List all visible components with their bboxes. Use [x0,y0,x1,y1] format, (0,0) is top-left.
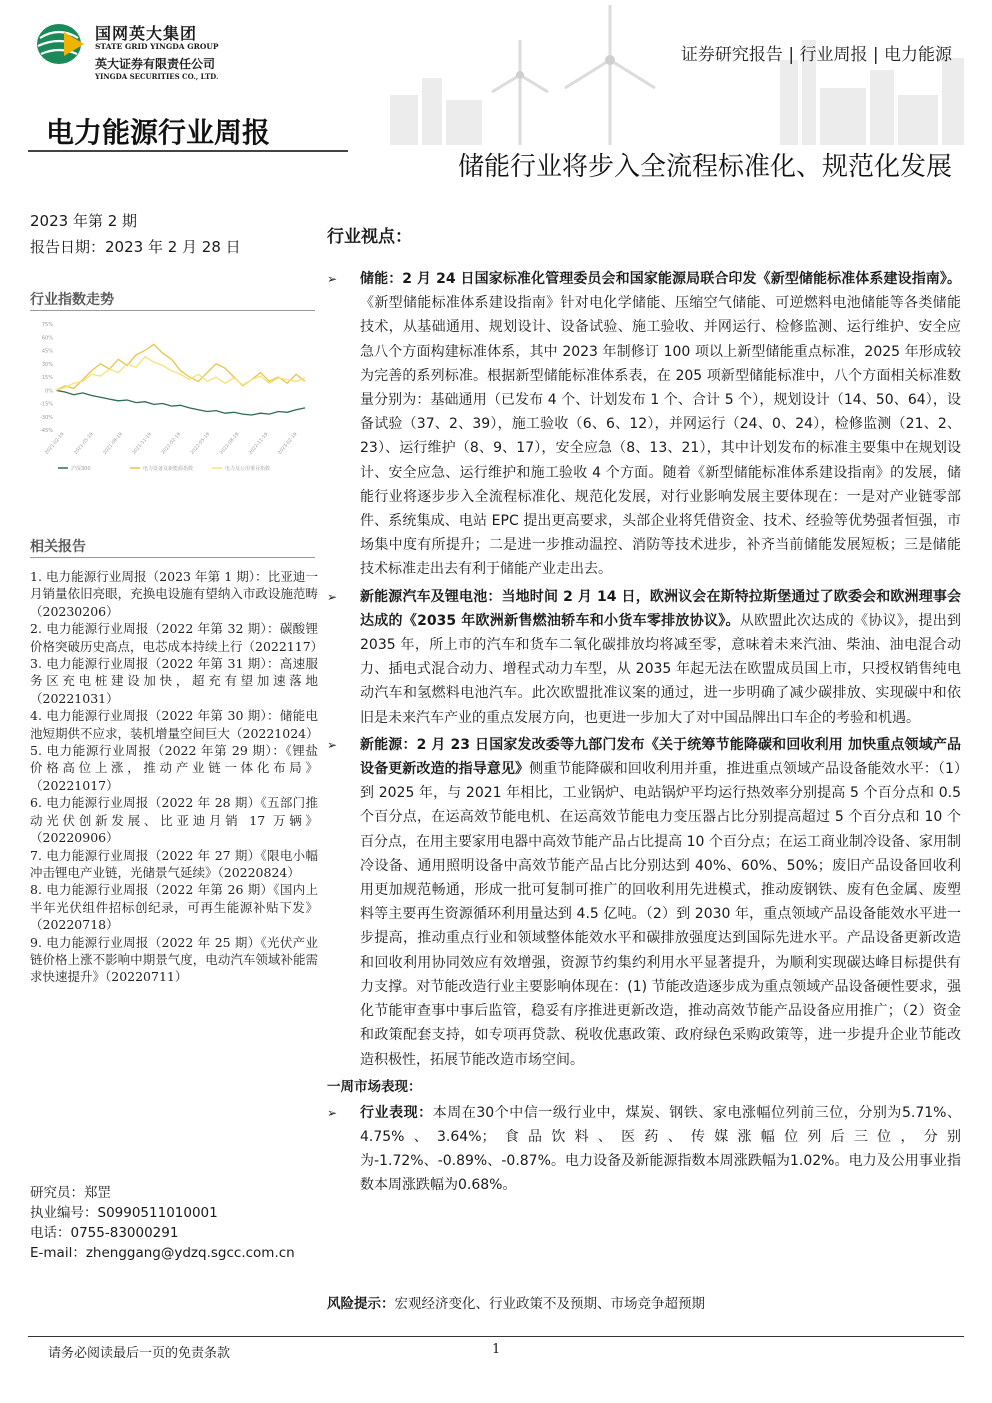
legend-label: 电力及公用事业指数 [225,466,271,472]
report-category: 证券研究报告 | 行业周报 | 电力能源 [680,45,952,65]
storage-headline: 储能：2 月 24 日国家标准化管理委员会和国家能源局联合印发《新型储能标准体系建设指南》。 [360,271,961,287]
legend-label: 电力设备及新能源指数 [143,466,194,472]
logo-company-name-en: YINGDA SECURITIES CO., LTD. [95,72,219,81]
y-tick-label: 0% [45,388,53,395]
analyst-phone: 电话：0755-83000291 [30,1225,179,1241]
industry-index-chart [30,318,315,478]
series-line [56,344,305,390]
bullet-arrow-icon: ➢ [327,272,338,286]
y-tick-label: -15% [40,401,53,408]
issue-number: 2023 年第 2 期 [30,212,138,230]
ev-headline: 新能源汽车及锂电池：当地时间 2 月 14 日，欧洲议会在斯特拉斯堡通过了欧委会和欧洲理事会达成的《2035 年欧洲新售燃油轿车和小货车零排放协议》。 [360,588,961,629]
report-subtitle: 储能行业将步入全流程标准化、规范化发展 [457,152,952,182]
page-number: 1 [492,1342,501,1357]
industry-view-title: 行业视点： [327,227,412,247]
bullet-arrow-icon: ➢ [327,589,338,604]
weekly-market-title: 一周市场表现： [327,1078,422,1095]
index-section-title: 行业指数走势 [30,292,114,308]
report-body [327,267,961,1201]
storage-paragraph [327,267,961,582]
new-energy-headline: 新能源：2 月 23 日国家发改委等九部门发布《关于统筹节能降碳和回收利用 加快重点领域产品设备更新改造的指导意见》 [360,736,961,778]
related-report-item[interactable]: 9. 电力能源行业周报（2022 年 25 期）《光伏产业链价格上涨不影响中期景气度，电动汽车领域补能需求快速提升》（20220711） [30,934,318,985]
footer-rule [28,1336,964,1337]
related-report-item[interactable]: 3. 电力能源行业周报（2022 年第 31 期）：高速服务区充电桩建设加快，超充有望加速落地（20221031） [30,656,318,706]
series-line [56,357,305,391]
state-grid-logo-icon [34,22,88,66]
x-tick-label: 2022-08-19 [219,432,241,456]
analyst-email[interactable]: E-mail：zhenggang@ydzq.sgcc.com.cn [30,1245,295,1261]
y-tick-label: 60% [41,335,53,342]
related-section-title: 相关报告 [30,539,86,555]
related-report-item[interactable]: 5. 电力能源行业周报（2022 年第 29 期）：《锂盐价格高位上涨，推动产业链一体化布局》（20221017） [30,743,318,793]
bullet-arrow-icon: ➢ [327,737,338,752]
report-date: 报告日期：2023 年 2 月 28 日 [30,238,241,256]
risk-warning [327,1292,705,1312]
logo-group-name-en: STATE GRID YINGDA GROUP [95,42,219,51]
related-report-item[interactable]: 8. 电力能源行业周报（2022 年第 26 期）《国内上半年光伏组件招标创纪录，可再生能源补贴下发》（20220718） [30,882,318,933]
related-report-item[interactable]: 4. 电力能源行业周报（2022 年第 30 期）：储能电池短期供不应求，装机增量空间巨大（20221024） [30,708,319,741]
analyst-license: 执业编号：S0990511010001 [30,1205,218,1221]
new-energy-paragraph [327,733,961,1072]
disclaimer-note[interactable]: 请务必阅读最后一页的免责条款 [48,1346,231,1361]
logo-company-name: 英大证券有限责任公司 [95,57,216,71]
analyst-name: 研究员：郑罡 [30,1185,111,1201]
related-report-item[interactable]: 1. 电力能源行业周报（2023 年第 1 期）：比亚迪一月销量依旧亮眼，充换电设施有望纳入市政设施范畴（20230206） [30,569,318,619]
y-tick-label: -30% [40,414,53,421]
x-tick-label: 2022-11-19 [248,432,270,456]
y-tick-label: 75% [41,322,53,328]
ev-paragraph [327,585,961,730]
series-line [56,390,305,415]
index-section-rule [30,310,315,311]
related-section-rule [30,557,315,558]
x-tick-label: 2023-02-19 [277,432,299,456]
legend-label: 沪深300 [71,466,91,472]
y-tick-label: -45% [40,428,53,434]
report-header [0,0,992,200]
bullet-arrow-icon: ➢ [327,1105,338,1120]
storage-text: 《新型储能标准体系建设指南》针对电化学储能、压缩空气储能、可逆燃料电池储能等各类储能技术，从基础通用、规划设计、设备试验、施工验收、并网运行、检修监测、运行维护、安全应急八个方面构建标准体系，其中 2023 年制修订 100 项以上新型储能重点标准，2025 年形成较为完善的系列标准。根据新型储能标准体系表，在 205 项新型储能标准中，八个方面相关标准数量分别为：基础通用（已发布 4 个、计划发布 1 个、合计 5 个），规划设计（14、50、64），设备试验（37、2、39），施工验收（6、6、12），并网运行（24、0、24），检修监测（21、2、23）、运行维护（8、9、17），安全应急（8、13、21），其中计划发布的标准主要集中在规划设计、安全应急、运行维护和施工验收 4 个方面。随着《新型储能标准体系建设指南》的发展，储能行业将逐步步入全流程标准化、规范化发展，对行业影响发展主要体现在：一是对产业链零部件、系统集成、电站 EPC 提出更高要求，头部企业将凭借资金、技术、经验等优势强者恒强，市场集中度有所提升；二是进一步推动温控、消防等技术进步，补齐当前储能发展短板；三是储能技术标准走出去有利于储能产业走出去。 [360,295,961,578]
report-title: 电力能源行业周报 [46,116,271,149]
y-tick-label: 45% [41,348,53,355]
risk-text: 宏观经济变化、行业政策不及预期、市场竞争超预期 [394,1296,705,1312]
related-report-item[interactable]: 6. 电力能源行业周报（2022 年 28 期）《五部门推动光伏创新发展、比亚迪月销 17 万辆》（20220906） [30,795,318,846]
logo-group-name: 国网英大集团 [95,24,198,43]
energy-background-illustration [360,0,992,145]
related-report-item[interactable]: 2. 电力能源行业周报（2022 年第 32 期）：碳酸锂价格突破历史高点，电芯成本持续上行（2022117） [30,621,324,654]
new-energy-text: 侧重节能降碳和回收利用并重，推进重点领域产品设备能效水平：（1）到 2025 年，与 2021 年相比，工业锅炉、电站锅炉平均运行热效率分别提高 5 个百分点和 0.5 个百分点，在运高效节能电机、在运高效节能电力变压器占比分别提高超过 5 个百分点和 10 个百分点，在用主要家用电器中高效节能产品占比提高 10 个百分点；在运工商业制冷设备、家用制冷设备、通用照明设备中高效节能产品占比分别达到 40%、60%、50%；废旧产品设备回收利用更加规范畅通，形成一批可复制可推广的回收利用先进模式，推动废钢铁、废有色金属、废塑料等主要再生资源循环利用量达到 4.5 亿吨。（2）到 2030 年，重点领域产品设备能效水平进一步提高，推动重点行业和领域整体能效水平和碳排放强度达到国际先进水平。产品设备更新改造和回收利用协同效应有效增强，资源节约集约利用水平显著提升，为顺利实现碳达峰目标提供有力支撑。对节能改造行业主要影响体现在：(1) 节能改造逐步成为重点领域产品设备硬性要求，强化节能审查事中事后监管，稳妥有序推进更新改造，推动高效节能产品设备应用推广；（2）资金和政策配套支持，如专项再贷款、税收优惠政策、政府绿色采购政策等，进一步提升企业节能改造积极性，拓展节能改造市场空间。 [360,761,962,1068]
x-tick-label: 2021-08-19 [102,432,124,456]
y-tick-label: 15% [41,375,53,381]
risk-label: 风险提示： [327,1296,395,1312]
x-tick-label: 2021-02-19 [44,432,66,456]
x-tick-label: 2021-05-19 [73,432,95,456]
related-report-item[interactable]: 7. 电力能源行业周报（2022 年 27 期）《限电小幅冲击锂电产业链，光储景气延续》（20220824） [30,847,318,880]
x-tick-label: 2022-05-19 [190,432,212,456]
ev-text: 从欧盟此次达成的《协议》，提出到 2035 年，所上市的汽车和货车二氧化碳排放均将减至零，意味着未来汽油、柴油、油电混合动力、插电式混合动力、增程式动力车型，从 2035 年起无法在欧盟成员国上市，只授权销售纯电动汽车和氢燃料电池汽车。此次欧盟批准议案的通过，进一步明确了减少碳排放、实现碳中和依旧是未来汽车产业的重点发展方向，也更进一步加大了对中国品牌出口车企的考验和机遇。 [360,612,961,726]
x-tick-label: 2022-02-19 [161,432,183,456]
market-paragraph [327,1101,961,1198]
analyst-info [30,1183,295,1263]
x-tick-label: 2021-11-19 [131,432,153,456]
y-tick-label: 30% [41,361,53,368]
market-headline: 行业表现： [360,1104,433,1121]
market-text: 本周在30个中信一级行业中，煤炭、钢铁、家电涨幅位列前三位，分别为5.71%、4.75%、3.64%；食品饮料、医药、传媒涨幅位列后三位，分别为-1.72%、-0.89%、-0.87%。电力设备及新能源指数本周涨跌幅为1.02%。电力及公用事业指数本周涨跌幅为0.68%。 [360,1104,962,1194]
related-reports-list [30,568,324,986]
